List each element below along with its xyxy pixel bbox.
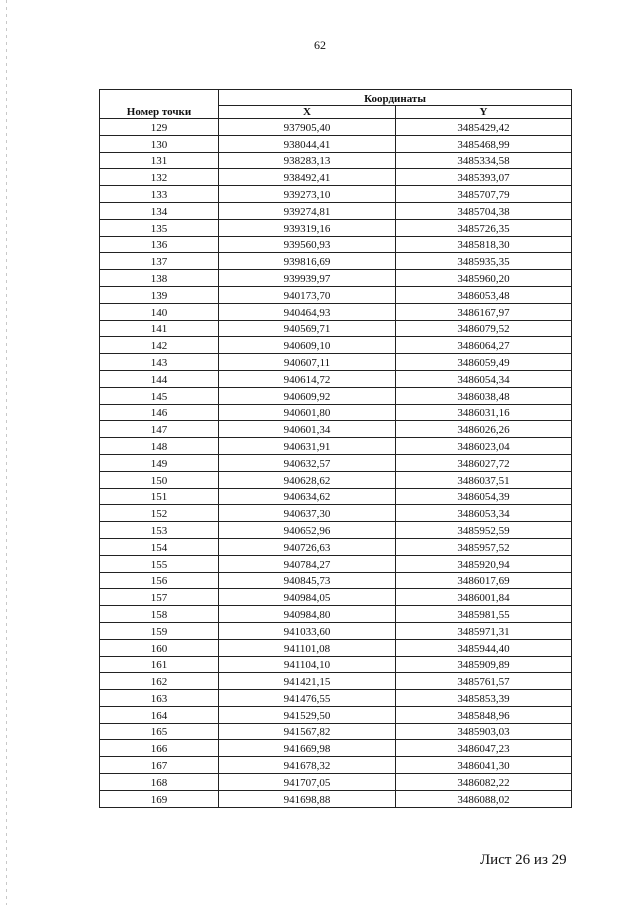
x-coordinate-cell: 940984,80 [219, 606, 396, 623]
y-coordinate-cell: 3486053,48 [396, 286, 572, 303]
table-body [100, 119, 572, 808]
sheet-counter: Лист 26 из 29 [480, 852, 567, 868]
y-coordinate-cell: 3485848,96 [396, 706, 572, 723]
point-number-cell: 141 [100, 320, 219, 337]
x-coordinate-cell: 941529,50 [219, 706, 396, 723]
table-row [100, 152, 572, 169]
point-number-cell: 142 [100, 337, 219, 354]
x-coordinate-cell: 940609,92 [219, 387, 396, 404]
x-coordinate-cell: 940173,70 [219, 286, 396, 303]
table-row [100, 639, 572, 656]
y-coordinate-cell: 3485957,52 [396, 538, 572, 555]
y-coordinate-cell: 3486031,16 [396, 404, 572, 421]
table-row [100, 438, 572, 455]
table-row [100, 555, 572, 572]
point-number-cell: 138 [100, 270, 219, 287]
point-number-cell: 135 [100, 219, 219, 236]
point-number-cell: 165 [100, 723, 219, 740]
y-coordinate-cell: 3486167,97 [396, 303, 572, 320]
y-coordinate-cell: 3485429,42 [396, 119, 572, 136]
y-coordinate-cell: 3485981,55 [396, 606, 572, 623]
point-number-cell: 149 [100, 454, 219, 471]
table-row [100, 589, 572, 606]
x-coordinate-cell: 941421,15 [219, 673, 396, 690]
point-number-cell: 146 [100, 404, 219, 421]
point-number-cell: 134 [100, 202, 219, 219]
y-coordinate-cell: 3486027,72 [396, 454, 572, 471]
point-number-cell: 152 [100, 505, 219, 522]
x-coordinate-cell: 940631,91 [219, 438, 396, 455]
x-coordinate-cell: 938492,41 [219, 169, 396, 186]
x-coordinate-cell: 941678,32 [219, 757, 396, 774]
x-coordinate-cell: 940632,57 [219, 454, 396, 471]
point-number-cell: 158 [100, 606, 219, 623]
table-row [100, 505, 572, 522]
table-row [100, 790, 572, 807]
y-coordinate-cell: 3486054,39 [396, 488, 572, 505]
table-row [100, 135, 572, 152]
point-number-cell: 133 [100, 186, 219, 203]
point-number-cell: 167 [100, 757, 219, 774]
table-row [100, 421, 572, 438]
y-coordinate-cell: 3486064,27 [396, 337, 572, 354]
y-coordinate-cell: 3486082,22 [396, 774, 572, 791]
table-row [100, 572, 572, 589]
point-number-cell: 129 [100, 119, 219, 136]
table-row [100, 253, 572, 270]
y-coordinate-cell: 3486023,04 [396, 438, 572, 455]
y-coordinate-cell: 3486053,34 [396, 505, 572, 522]
x-coordinate-cell: 940845,73 [219, 572, 396, 589]
y-coordinate-cell: 3486079,52 [396, 320, 572, 337]
table-row [100, 354, 572, 371]
table-row [100, 774, 572, 791]
x-coordinate-cell: 940601,34 [219, 421, 396, 438]
point-number-cell: 168 [100, 774, 219, 791]
x-coordinate-cell: 939274,81 [219, 202, 396, 219]
x-coordinate-cell: 940609,10 [219, 337, 396, 354]
y-coordinate-cell: 3485909,89 [396, 656, 572, 673]
x-coordinate-cell: 941707,05 [219, 774, 396, 791]
point-number-cell: 163 [100, 690, 219, 707]
coordinates-table [99, 89, 572, 808]
table-row [100, 202, 572, 219]
x-coordinate-cell: 940726,63 [219, 538, 396, 555]
y-coordinate-cell: 3486059,49 [396, 354, 572, 371]
table-row [100, 673, 572, 690]
table-row [100, 471, 572, 488]
x-coordinate-cell: 941101,08 [219, 639, 396, 656]
point-number-cell: 136 [100, 236, 219, 253]
x-coordinate-cell: 940784,27 [219, 555, 396, 572]
point-number-cell: 153 [100, 522, 219, 539]
y-coordinate-cell: 3486038,48 [396, 387, 572, 404]
y-coordinate-cell: 3485935,35 [396, 253, 572, 270]
table-row [100, 236, 572, 253]
x-coordinate-cell: 939273,10 [219, 186, 396, 203]
table-row [100, 757, 572, 774]
x-coordinate-cell: 940601,80 [219, 404, 396, 421]
table-row [100, 656, 572, 673]
x-coordinate-cell: 940634,62 [219, 488, 396, 505]
y-coordinate-cell: 3485726,35 [396, 219, 572, 236]
y-coordinate-cell: 3485704,38 [396, 202, 572, 219]
point-number-cell: 147 [100, 421, 219, 438]
table-row [100, 538, 572, 555]
y-coordinate-cell: 3486088,02 [396, 790, 572, 807]
table-row [100, 606, 572, 623]
table-row [100, 337, 572, 354]
y-coordinate-cell: 3486026,26 [396, 421, 572, 438]
table-row [100, 387, 572, 404]
y-coordinate-cell: 3485944,40 [396, 639, 572, 656]
y-coordinate-cell: 3485952,59 [396, 522, 572, 539]
point-number-cell: 160 [100, 639, 219, 656]
point-number-cell: 140 [100, 303, 219, 320]
x-coordinate-cell: 941104,10 [219, 656, 396, 673]
y-coordinate-cell: 3485853,39 [396, 690, 572, 707]
page-number: 62 [314, 38, 326, 52]
x-coordinate-cell: 941698,88 [219, 790, 396, 807]
y-coordinate-cell: 3485393,07 [396, 169, 572, 186]
y-coordinate-cell: 3485971,31 [396, 622, 572, 639]
point-number-cell: 156 [100, 572, 219, 589]
header-x: X [219, 106, 396, 119]
x-coordinate-cell: 939319,16 [219, 219, 396, 236]
point-number-cell: 166 [100, 740, 219, 757]
table-row [100, 320, 572, 337]
x-coordinate-cell: 940652,96 [219, 522, 396, 539]
table-row [100, 706, 572, 723]
y-coordinate-cell: 3486001,84 [396, 589, 572, 606]
table-row [100, 286, 572, 303]
point-number-cell: 130 [100, 135, 219, 152]
point-number-cell: 132 [100, 169, 219, 186]
table-row [100, 219, 572, 236]
point-number-cell: 144 [100, 370, 219, 387]
point-number-cell: 139 [100, 286, 219, 303]
point-number-cell: 159 [100, 622, 219, 639]
y-coordinate-cell: 3486037,51 [396, 471, 572, 488]
table-row [100, 723, 572, 740]
y-coordinate-cell: 3485761,57 [396, 673, 572, 690]
table-header [100, 90, 572, 119]
point-number-cell: 162 [100, 673, 219, 690]
x-coordinate-cell: 938044,41 [219, 135, 396, 152]
y-coordinate-cell: 3486054,34 [396, 370, 572, 387]
x-coordinate-cell: 941476,55 [219, 690, 396, 707]
y-coordinate-cell: 3485903,03 [396, 723, 572, 740]
header-point-number: Номер точки [100, 90, 219, 119]
point-number-cell: 151 [100, 488, 219, 505]
point-number-cell: 157 [100, 589, 219, 606]
header-coordinates: Координаты [219, 90, 572, 106]
table-row [100, 522, 572, 539]
table-row [100, 690, 572, 707]
point-number-cell: 150 [100, 471, 219, 488]
table-row [100, 119, 572, 136]
point-number-cell: 164 [100, 706, 219, 723]
x-coordinate-cell: 940984,05 [219, 589, 396, 606]
table-row [100, 186, 572, 203]
table-row [100, 404, 572, 421]
point-number-cell: 169 [100, 790, 219, 807]
table-row [100, 303, 572, 320]
y-coordinate-cell: 3486041,30 [396, 757, 572, 774]
table-row [100, 622, 572, 639]
point-number-cell: 143 [100, 354, 219, 371]
table-row [100, 370, 572, 387]
point-number-cell: 145 [100, 387, 219, 404]
point-number-cell: 137 [100, 253, 219, 270]
table-row [100, 488, 572, 505]
x-coordinate-cell: 941669,98 [219, 740, 396, 757]
x-coordinate-cell: 941033,60 [219, 622, 396, 639]
table-row [100, 740, 572, 757]
table-row [100, 270, 572, 287]
y-coordinate-cell: 3485707,79 [396, 186, 572, 203]
page-edge-line [6, 0, 7, 905]
x-coordinate-cell: 937905,40 [219, 119, 396, 136]
y-coordinate-cell: 3485920,94 [396, 555, 572, 572]
header-y: Y [396, 106, 572, 119]
x-coordinate-cell: 938283,13 [219, 152, 396, 169]
x-coordinate-cell: 940628,62 [219, 471, 396, 488]
point-number-cell: 155 [100, 555, 219, 572]
x-coordinate-cell: 941567,82 [219, 723, 396, 740]
table-row [100, 169, 572, 186]
y-coordinate-cell: 3486017,69 [396, 572, 572, 589]
y-coordinate-cell: 3485960,20 [396, 270, 572, 287]
x-coordinate-cell: 940637,30 [219, 505, 396, 522]
x-coordinate-cell: 939816,69 [219, 253, 396, 270]
y-coordinate-cell: 3485818,30 [396, 236, 572, 253]
x-coordinate-cell: 939939,97 [219, 270, 396, 287]
y-coordinate-cell: 3485468,99 [396, 135, 572, 152]
point-number-cell: 148 [100, 438, 219, 455]
point-number-cell: 154 [100, 538, 219, 555]
x-coordinate-cell: 940614,72 [219, 370, 396, 387]
point-number-cell: 161 [100, 656, 219, 673]
x-coordinate-cell: 940464,93 [219, 303, 396, 320]
table-row [100, 454, 572, 471]
x-coordinate-cell: 939560,93 [219, 236, 396, 253]
x-coordinate-cell: 940569,71 [219, 320, 396, 337]
x-coordinate-cell: 940607,11 [219, 354, 396, 371]
point-number-cell: 131 [100, 152, 219, 169]
y-coordinate-cell: 3486047,23 [396, 740, 572, 757]
y-coordinate-cell: 3485334,58 [396, 152, 572, 169]
